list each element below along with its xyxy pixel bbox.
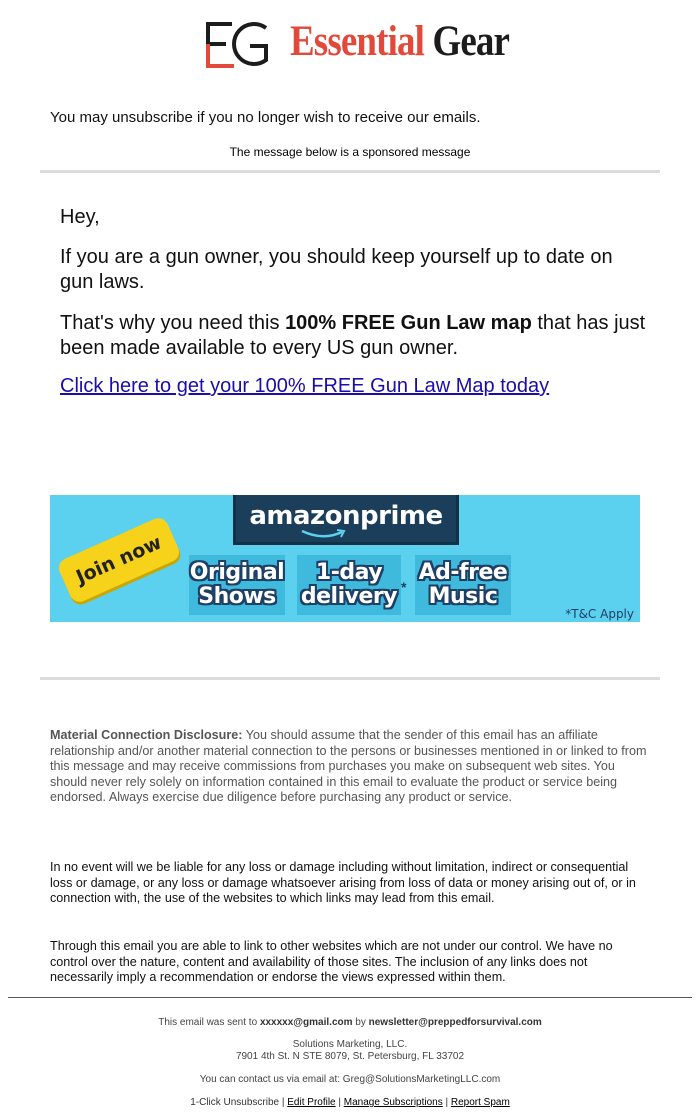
unsubscribe-note: You may unsubscribe if you no longer wish to receive our emails. xyxy=(50,109,481,126)
feature-asterisk: * xyxy=(401,579,407,595)
cta-link[interactable]: Click here to get your 100% FREE Gun Law Map today xyxy=(60,375,550,397)
prime-logo-text: amazonprime xyxy=(249,501,443,531)
eg-monogram-icon xyxy=(204,20,270,70)
footer-divider xyxy=(8,997,692,998)
external-links-disclaimer: Through this email you are able to link to other websites which are not under our control. We have no control over the nature, content and availability of those sites. The inclusion of any links does not necessarily imply a recommendation or endorse the views expressed within them. xyxy=(50,939,613,985)
one-click-unsubscribe: 1-Click Unsubscribe xyxy=(190,1097,280,1108)
amazon-prime-banner[interactable] xyxy=(50,495,640,622)
footer-sent-info: This email was sent to xxxxxx@gmail.com by newsletter@preppedforsurvival.com xyxy=(158,1017,542,1028)
message-paragraph: That's why you need this 100% FREE Gun Law map that has just been made available to every US gun owner. xyxy=(60,312,646,359)
sponsored-note: The message below is a sponsored message xyxy=(229,145,471,159)
join-now-button[interactable]: Join now xyxy=(56,515,183,605)
prime-logo-box xyxy=(233,495,459,545)
feature-ad-free-music: Ad-free Music xyxy=(415,555,511,615)
brand-logo xyxy=(204,18,510,70)
footer-company xyxy=(0,1039,700,1063)
report-spam-link[interactable]: Report Spam xyxy=(450,1097,510,1108)
manage-subscriptions-link[interactable]: Manage Subscriptions xyxy=(343,1097,443,1108)
amazon-smile-icon xyxy=(300,529,346,539)
divider xyxy=(40,170,660,173)
terms-note: *T&C Apply xyxy=(565,607,634,621)
offer-highlight: 100% FREE Gun Law map xyxy=(285,312,532,334)
sender-email: newsletter@preppedforsurvival.com xyxy=(368,1017,542,1028)
company-address: 7901 4th St. N STE 8079, St. Petersburg, FL 33702 xyxy=(235,1051,465,1062)
material-disclosure: Material Connection Disclosure: You should assume that the sender of this email has an affiliate relationship and/or another material connection to the persons or businesses mentioned in or linked to from this message and may receive commissions from purchases you make on subsequent web sites. You should never rely solely on information contained in this email to evaluate the product or service being endorsed. Always exercise due diligence before purchasing any product or service. xyxy=(50,728,647,805)
liability-disclaimer: In no event will we be liable for any loss or damage including without limitation, indirect or consequential loss or damage, or any loss or damage whatsoever arising from loss of data or money arising out of, or in connection with, the use of the websites to which links may lead from this email. xyxy=(50,860,636,906)
recipient-email: xxxxxx@gmail.com xyxy=(259,1017,353,1028)
footer-contact: You can contact us via email at: Greg@SolutionsMarketingLLC.com xyxy=(199,1074,501,1085)
feature-original-shows: Original Shows xyxy=(189,555,285,615)
greeting: Hey, xyxy=(60,206,100,228)
feature-one-day-delivery: 1-day delivery xyxy=(297,555,401,615)
message-paragraph: If you are a gun owner, you should keep yourself up to date on gun laws. xyxy=(60,246,613,293)
footer-links: 1-Click Unsubscribe | Edit Profile | Manage Subscriptions | Report Spam xyxy=(190,1097,510,1108)
edit-profile-link[interactable]: Edit Profile xyxy=(287,1097,336,1108)
divider xyxy=(40,677,660,680)
company-name: Solutions Marketing, LLC. xyxy=(292,1039,408,1050)
brand-name: Essential Gear xyxy=(290,18,510,65)
